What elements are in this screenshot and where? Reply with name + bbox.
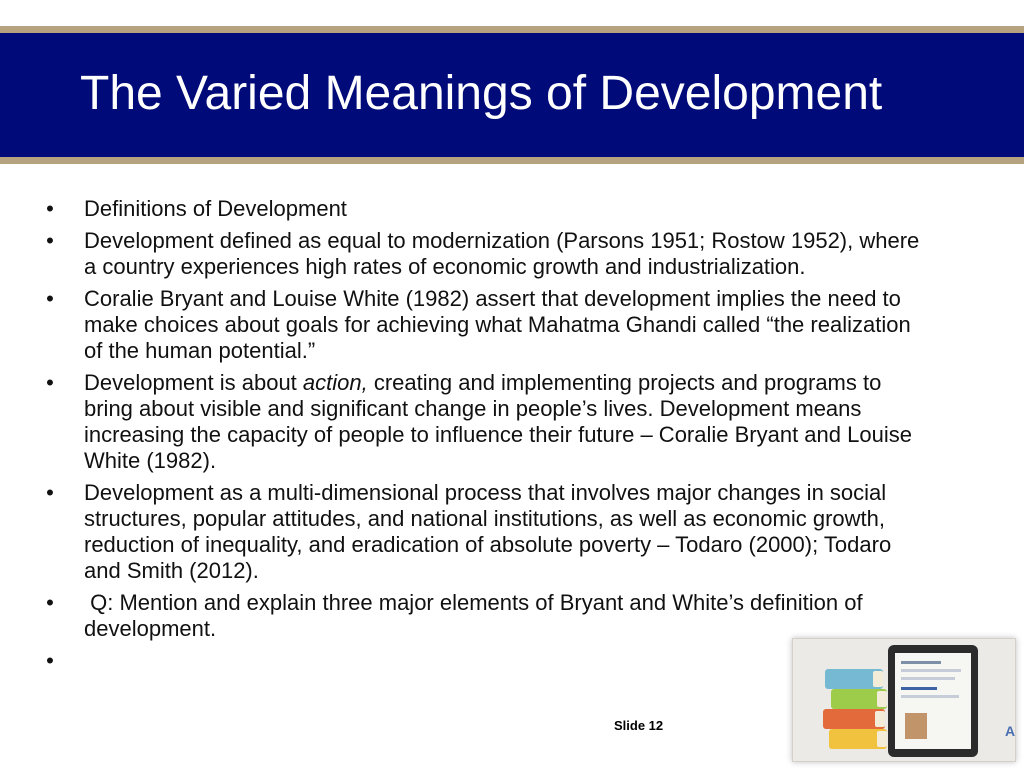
book-icon [825,669,883,689]
bullet-dot: • [46,590,54,615]
bullet-dot: • [46,196,54,221]
book-icon [829,729,887,749]
bullet-text: Definitions of Development [84,196,347,221]
books-tablet-image [792,638,1016,762]
bullet-text: Development as a multi-dimensional process that involves major changes in social structures, popular attitudes, and national institutions, as well as economic growth, reduction of inequality, and eradication of absolute poverty – Todaro (2000); Todaro and Smith (2012). [84,480,892,583]
bullet-item [40,196,920,222]
bullet-text: Coralie Bryant and Louise White (1982) assert that development implies the need to make choices about goals for achieving what Mahatma Ghandi called “the realization of the human potential.” [84,286,911,363]
bullet-dot: • [46,370,54,395]
bullet-item [40,370,920,474]
slide-title: The Varied Meanings of Development [80,67,883,120]
bullet-list [40,196,920,680]
bullet-dot: • [46,228,54,253]
slide-number: Slide 12 [614,718,664,733]
bullet-text-end: creating and implementing projects and programs to bring about visible and significant change in people’s lives. Development means increasing the capacity of people to influence their future – Coralie Bryant and Louise White (1982). [84,370,912,473]
bullet-text-start: Development is about [84,370,303,395]
corner-letter: A [1005,723,1016,739]
bullet-text-emphasis: action, [302,370,368,395]
bullet-text [84,370,912,473]
bullet-item [40,228,920,280]
book-icon [823,709,885,729]
bullet-dot: • [46,480,54,505]
bullet-dot: • [46,648,54,673]
header-accent-stripe-bottom [0,157,1024,164]
header-accent-stripe-top [0,26,1024,33]
tablet-icon [888,645,978,757]
book-icon [831,689,887,709]
bullet-item [40,480,920,584]
bullet-item-empty [40,648,920,674]
bullet-dot: • [46,286,54,311]
bullet-text: Q: Mention and explain three major elements of Bryant and White’s definition of development. [84,590,869,641]
tablet-screen [895,653,971,749]
bullet-item [40,286,920,364]
bullet-item [40,590,920,642]
book-cover-thumbnail [905,713,927,739]
bullet-text: Development defined as equal to modernization (Parsons 1951; Rostow 1952), where a country experiences high rates of economic growth and industrialization. [84,228,920,279]
